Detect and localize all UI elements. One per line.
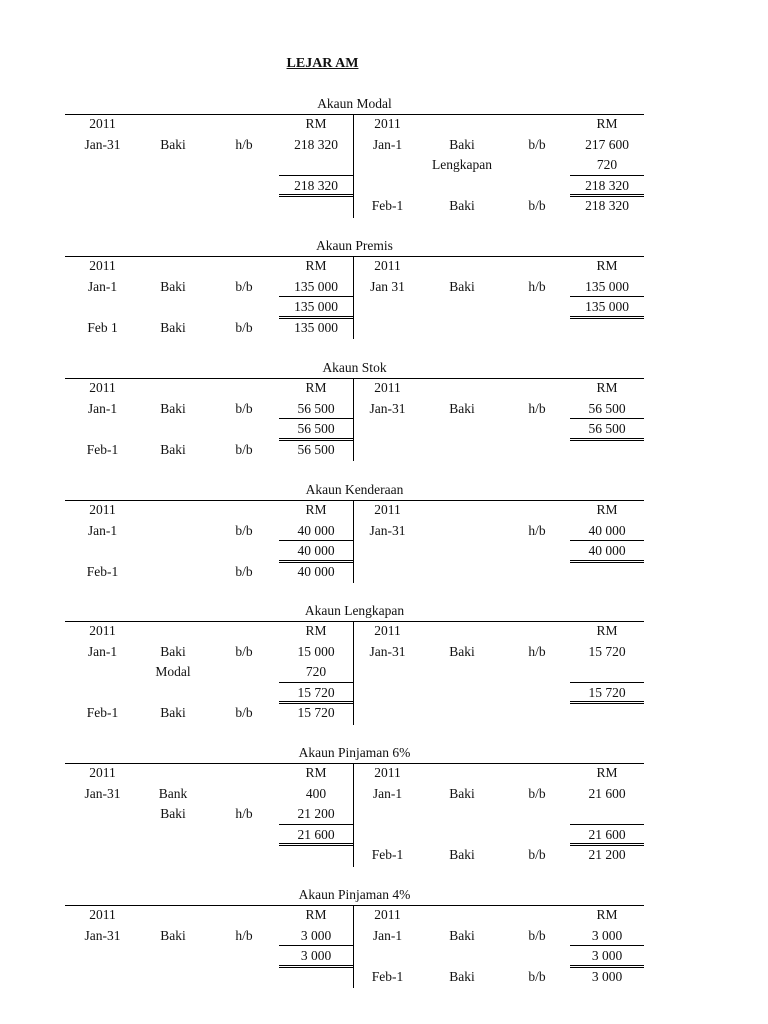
total-double-rule [279, 701, 353, 704]
total-single-rule [570, 824, 644, 825]
left-folio-cell: b/b [235, 705, 253, 720]
right-particulars-cell: Baki [449, 278, 475, 294]
right-folio-cell: h/b [528, 643, 546, 659]
left-amount-cell: 40 000 [297, 563, 335, 579]
ledger-account [65, 885, 644, 989]
account-title: Akaun Pinjaman 4% [298, 887, 411, 902]
left-amount-cell: 3 000 [300, 948, 332, 963]
total-double-rule [570, 701, 644, 704]
right-date-cell: Jan-31 [369, 643, 406, 659]
right-amount-cell: 135 000 [585, 299, 629, 314]
left-date-cell: 2011 [89, 765, 116, 780]
right-amount-cell: 218 320 [585, 198, 629, 213]
left-amount-cell: 15 000 [297, 643, 335, 659]
left-amount-cell: 40 000 [297, 543, 335, 558]
left-amount-cell: 40 000 [297, 522, 335, 538]
account-title: Akaun Modal [317, 96, 392, 111]
total-double-rule [279, 965, 353, 968]
ledger-account [65, 236, 644, 340]
left-folio-cell: b/b [235, 522, 253, 538]
left-amount-cell: 720 [305, 664, 327, 679]
right-amount-cell: RM [596, 116, 618, 131]
left-particulars-cell: Baki [160, 705, 186, 720]
left-date-cell: Jan-1 [87, 400, 118, 416]
ledger-account [65, 94, 644, 219]
left-particulars-cell: Baki [160, 643, 186, 659]
page-title: LEJAR AM [286, 56, 359, 71]
right-date-cell: 2011 [374, 623, 401, 638]
total-double-rule [279, 438, 353, 441]
right-folio-cell: h/b [528, 522, 546, 538]
right-amount-cell: RM [596, 765, 618, 780]
left-date-cell: Feb 1 [87, 319, 118, 335]
account-title: Akaun Premis [316, 238, 393, 253]
total-single-rule [570, 945, 644, 946]
left-date-cell: Feb-1 [86, 563, 119, 579]
left-particulars-cell: Bank [158, 785, 188, 801]
account-title: Akaun Stok [322, 360, 387, 375]
account-title: Akaun Pinjaman 6% [298, 745, 411, 760]
left-date-cell: 2011 [89, 258, 116, 273]
right-amount-cell: 720 [596, 157, 618, 172]
left-folio-cell: h/b [235, 806, 253, 821]
right-folio-cell: b/b [528, 198, 546, 213]
right-amount-cell: 21 600 [588, 826, 626, 842]
right-folio-cell: b/b [528, 927, 546, 943]
right-amount-cell: 40 000 [588, 522, 626, 538]
left-particulars-cell: Baki [160, 806, 186, 821]
right-folio-cell: h/b [528, 400, 546, 416]
right-amount-cell: 3 000 [591, 968, 623, 984]
left-amount-cell: RM [305, 258, 327, 273]
right-amount-cell: 15 720 [588, 643, 626, 659]
left-date-cell: Jan-31 [84, 785, 121, 801]
right-particulars-cell: Baki [449, 847, 475, 862]
left-amount-cell: 218 320 [294, 136, 338, 152]
left-folio-cell: b/b [235, 400, 253, 416]
right-amount-cell: 21 200 [588, 847, 626, 862]
left-date-cell: 2011 [89, 380, 116, 395]
right-date-cell: Jan-1 [372, 136, 403, 152]
left-amount-cell: RM [305, 380, 327, 395]
left-date-cell: Jan-1 [87, 643, 118, 659]
total-single-rule [570, 540, 644, 541]
left-particulars-cell: Modal [155, 664, 191, 679]
left-particulars-cell: Baki [160, 319, 186, 335]
right-date-cell: 2011 [374, 116, 401, 131]
left-folio-cell: h/b [235, 927, 253, 943]
right-date-cell: 2011 [374, 380, 401, 395]
left-date-cell: Feb-1 [86, 441, 119, 457]
total-single-rule [279, 945, 353, 946]
right-particulars-cell: Baki [449, 927, 475, 943]
right-amount-cell: 217 600 [585, 136, 629, 152]
right-particulars-cell: Baki [449, 400, 475, 416]
left-amount-cell: 218 320 [294, 177, 338, 193]
right-amount-cell: 56 500 [588, 421, 626, 436]
ledger-account [65, 480, 644, 584]
left-date-cell: 2011 [89, 502, 116, 517]
left-particulars-cell: Baki [160, 400, 186, 416]
total-single-rule [279, 296, 353, 297]
ledger-account [65, 743, 644, 868]
right-particulars-cell: Baki [449, 643, 475, 659]
total-single-rule [279, 824, 353, 825]
left-folio-cell: b/b [235, 441, 253, 457]
total-single-rule [570, 296, 644, 297]
left-date-cell: 2011 [89, 623, 116, 638]
total-double-rule [279, 194, 353, 197]
left-particulars-cell: Baki [160, 441, 186, 457]
total-double-rule [570, 560, 644, 563]
right-folio-cell: b/b [528, 136, 546, 152]
left-date-cell: Feb-1 [86, 705, 119, 720]
total-double-rule [570, 438, 644, 441]
left-amount-cell: 56 500 [297, 441, 335, 457]
account-title: Akaun Lengkapan [304, 603, 405, 618]
right-amount-cell: 135 000 [585, 278, 629, 294]
right-folio-cell: b/b [528, 968, 546, 984]
left-folio-cell: b/b [235, 278, 253, 294]
left-amount-cell: RM [305, 907, 327, 922]
right-date-cell: 2011 [374, 258, 401, 273]
right-date-cell: Jan-1 [372, 785, 403, 801]
left-date-cell: Jan-1 [87, 278, 118, 294]
right-amount-cell: 218 320 [585, 177, 629, 193]
total-double-rule [279, 560, 353, 563]
right-amount-cell: 40 000 [588, 543, 626, 558]
right-date-cell: 2011 [374, 765, 401, 780]
ledger-account [65, 358, 644, 462]
left-date-cell: Jan-1 [87, 522, 118, 538]
right-amount-cell: 21 600 [588, 785, 626, 801]
total-single-rule [279, 175, 353, 176]
left-date-cell: 2011 [89, 116, 116, 131]
right-date-cell: Feb-1 [371, 968, 404, 984]
right-date-cell: Jan-31 [369, 522, 406, 538]
right-amount-cell: RM [596, 623, 618, 638]
right-amount-cell: RM [596, 907, 618, 922]
right-amount-cell: 15 720 [588, 684, 626, 700]
right-amount-cell: RM [596, 502, 618, 517]
left-folio-cell: b/b [235, 319, 253, 335]
left-amount-cell: 56 500 [297, 400, 335, 416]
total-single-rule [279, 682, 353, 683]
right-amount-cell: 3 000 [591, 927, 623, 943]
right-particulars-cell: Baki [449, 785, 475, 801]
left-date-cell: 2011 [89, 907, 116, 922]
total-single-rule [279, 540, 353, 541]
total-double-rule [570, 194, 644, 197]
right-folio-cell: b/b [528, 785, 546, 801]
account-title: Akaun Kenderaan [305, 482, 404, 497]
total-single-rule [570, 175, 644, 176]
right-date-cell: Jan-1 [372, 927, 403, 943]
left-folio-cell: b/b [235, 643, 253, 659]
left-folio-cell: h/b [235, 136, 253, 152]
right-particulars-cell: Baki [449, 136, 475, 152]
left-amount-cell: 21 200 [297, 806, 335, 821]
right-date-cell: Jan 31 [370, 278, 405, 294]
left-date-cell: Jan-31 [84, 927, 121, 943]
left-amount-cell: 56 500 [297, 421, 335, 436]
right-particulars-cell: Lengkapan [432, 157, 492, 172]
total-double-rule [279, 843, 353, 846]
right-date-cell: Jan-31 [369, 400, 406, 416]
right-amount-cell: RM [596, 258, 618, 273]
left-amount-cell: RM [305, 116, 327, 131]
total-double-rule [570, 843, 644, 846]
total-single-rule [570, 682, 644, 683]
left-date-cell: Jan-31 [84, 136, 121, 152]
total-single-rule [279, 418, 353, 419]
left-amount-cell: 15 720 [297, 705, 335, 720]
left-amount-cell: 400 [305, 785, 327, 801]
left-particulars-cell: Baki [160, 927, 186, 943]
total-single-rule [570, 418, 644, 419]
right-particulars-cell: Baki [449, 968, 475, 984]
right-folio-cell: h/b [528, 278, 546, 294]
left-amount-cell: 135 000 [294, 299, 338, 314]
right-amount-cell: 56 500 [588, 400, 626, 416]
right-date-cell: Feb-1 [371, 847, 404, 862]
left-particulars-cell: Baki [160, 278, 186, 294]
left-amount-cell: 15 720 [297, 684, 335, 700]
left-amount-cell: 135 000 [294, 319, 338, 335]
total-double-rule [279, 316, 353, 319]
left-particulars-cell: Baki [160, 136, 186, 152]
left-amount-cell: 3 000 [300, 927, 332, 943]
left-amount-cell: RM [305, 623, 327, 638]
left-amount-cell: RM [305, 502, 327, 517]
left-folio-cell: b/b [235, 563, 253, 579]
left-amount-cell: 21 600 [297, 826, 335, 842]
right-date-cell: Feb-1 [371, 198, 404, 213]
left-amount-cell: RM [305, 765, 327, 780]
total-double-rule [570, 965, 644, 968]
right-amount-cell: 3 000 [591, 948, 623, 963]
left-amount-cell: 135 000 [294, 278, 338, 294]
ledger-account [65, 601, 644, 726]
right-folio-cell: b/b [528, 847, 546, 862]
right-amount-cell: RM [596, 380, 618, 395]
right-date-cell: 2011 [374, 907, 401, 922]
right-particulars-cell: Baki [449, 198, 475, 213]
total-double-rule [570, 316, 644, 319]
right-date-cell: 2011 [374, 502, 401, 517]
